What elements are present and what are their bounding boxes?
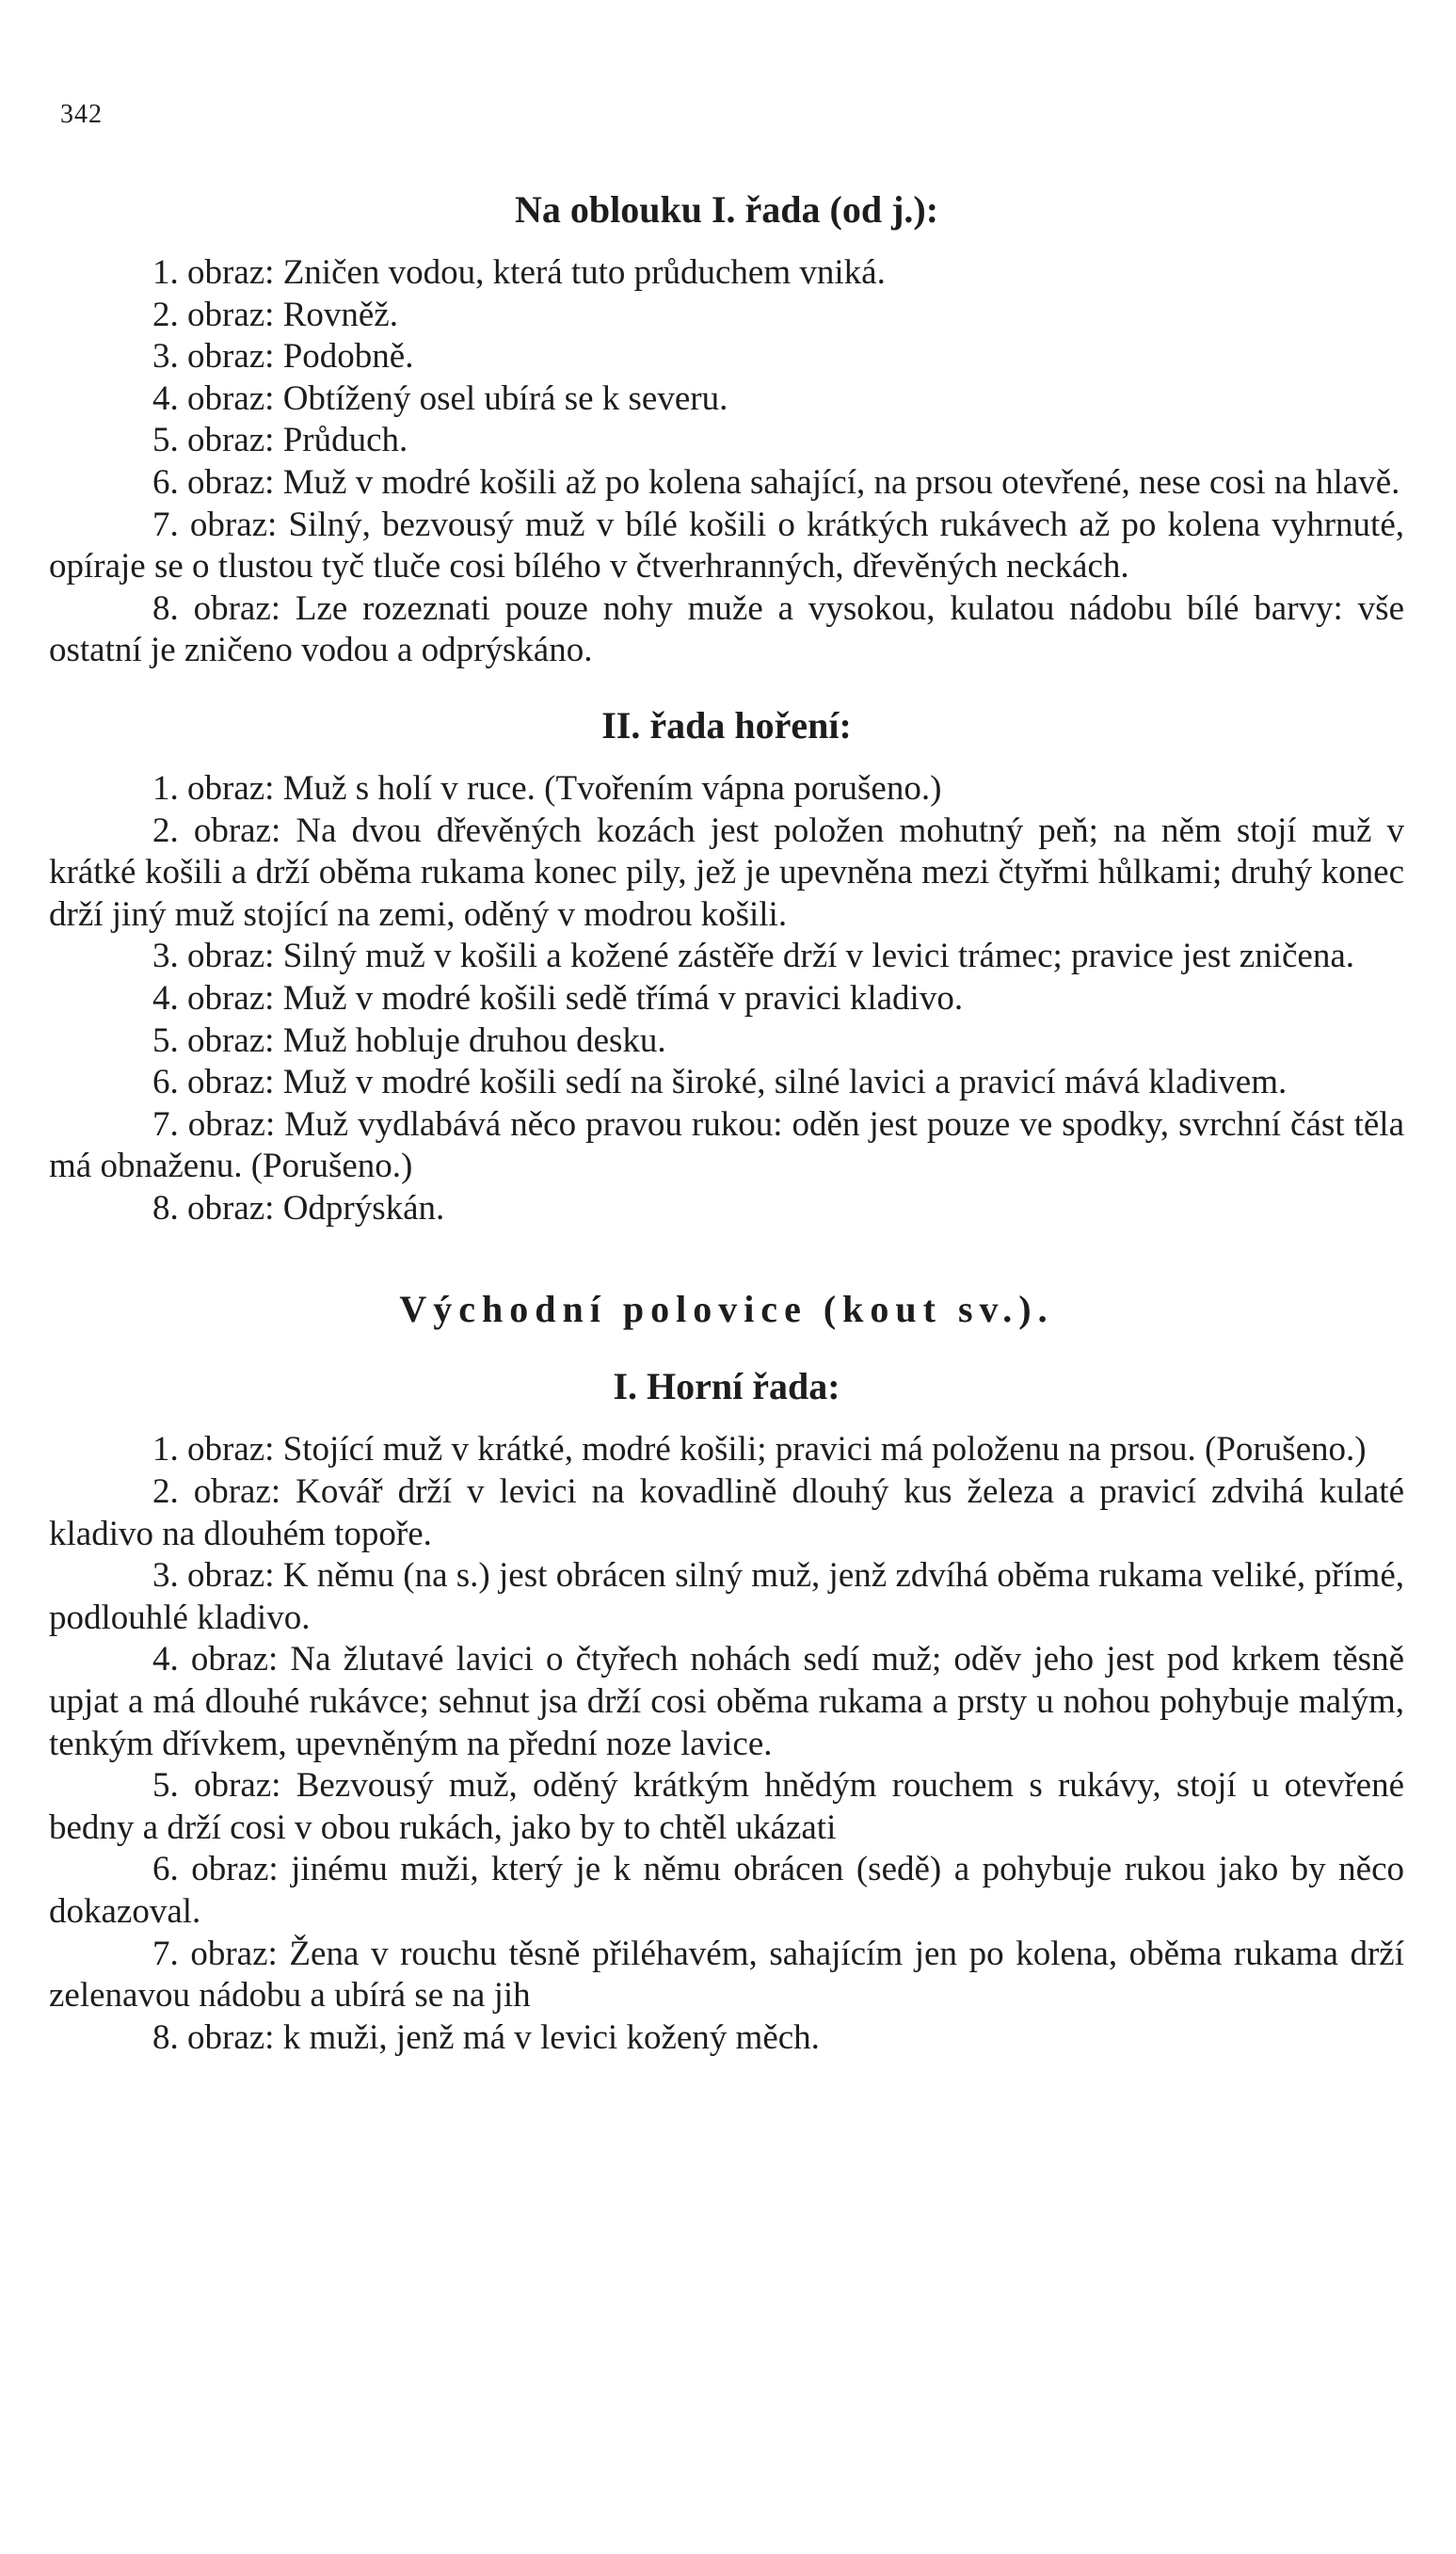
list-item: 8. obraz: k muži, jenž má v levici kožený měch. [152, 2017, 820, 2057]
list-item: 5. obraz: Bezvousý muž, oděný krátkým hnědým rouchem s rukávy, stojí u otevřené bedny a drží cosi v obou rukách, jako by to chtěl ukázati [49, 1766, 1404, 1847]
list-item: 7. obraz: Žena v rouchu těsně přiléhavém, sahajícím jen po kolena, oběma rukama drží zelenavou nádobu a ubírá se na jih [49, 1934, 1404, 2016]
section-heading-upper-row: I. Horní řada: [613, 1365, 840, 1408]
list-item: 8. obraz: Odprýskán. [152, 1188, 445, 1228]
list-item: 1. obraz: Zničen vodou, která tuto průduchem vniká. [152, 253, 886, 292]
list-item: 7. obraz: Muž vydlabává něco pravou rukou: oděn jest pouze ve spodky, svrchní část těla má obnaženu. (Porušeno.) [49, 1104, 1404, 1186]
list-item: 3. obraz: K němu (na s.) jest obrácen silný muž, jenž zdvíhá oběma rukama veliké, přímé, podlouhlé kladivo. [49, 1556, 1404, 1637]
list-item: 6. obraz: Muž v modré košili sedí na široké, silné lavici a pravicí mává kladivem. [152, 1063, 1288, 1102]
list-item: 3. obraz: Silný muž v košili a kožené zástěře drží v levici trámec; pravice jest zničena. [152, 937, 1355, 976]
list-item: 2. obraz: Rovněž. [152, 295, 398, 334]
list-item: 3. obraz: Podobně. [152, 337, 414, 377]
section-heading-row-2: II. řada hoření: [601, 703, 852, 747]
list-item: 7. obraz: Silný, bezvousý muž v bílé košili o krátkých rukávech až po kolena vyhrnuté, opíraje se o tlustou tyč tluče cosi bílého v čtverhranných, dřevěných neckách. [49, 505, 1404, 586]
list-item: 2. obraz: Na dvou dřevěných kozách jest položen mohutný peň; na něm stojí muž v krátké košili a drží oběma rukama konec pily, jež je upevněna mezi čtyřmi hůlkami; druhý konec drží jiný muž stojící na zemi, oděný v modrou košili. [49, 811, 1404, 934]
list-item: 8. obraz: Lze rozeznati pouze nohy muže a vysokou, kulatou nádobu bílé barvy: vše ostatní je zničeno vodou a odprýskáno. [49, 588, 1404, 670]
section-heading-arc-row-1: Na oblouku I. řada (od j.): [514, 188, 939, 231]
list-item: 4. obraz: Na žlutavé lavici o čtyřech nohách sedí muž; oděv jeho jest pod krkem těsně upjat a má dlouhé rukávce; sehnut jsa drží cosi oběma rukama a prsty u nohou pohybuje malým, tenkým dřívkem, upevněným na přední noze lavice. [49, 1640, 1404, 1763]
list-item: 5. obraz: Muž hobluje druhou desku. [152, 1020, 666, 1060]
section-heading-east-half: Východní polovice (kout sv.). [399, 1288, 1054, 1331]
list-item: 6. obraz: jinému muži, který je k němu obrácen (sedě) a pohybuje rukou jako by něco dokazoval. [49, 1850, 1404, 1931]
list-item: 2. obraz: Kovář drží v levici na kovadlině dlouhý kus železa a pravicí zdvihá kulaté kladivo na dlouhém topoře. [49, 1472, 1404, 1553]
list-item: 4. obraz: Obtížený osel ubírá se k severu. [152, 378, 728, 418]
document-body [49, 188, 1404, 2059]
list-item: 5. obraz: Průduch. [152, 421, 408, 460]
list-item: 4. obraz: Muž v modré košili sedě třímá v pravici kladivo. [152, 978, 964, 1018]
list-item: 1. obraz: Muž s holí v ruce. (Tvořením vápna porušeno.) [152, 768, 942, 808]
page-number: 342 [60, 100, 103, 129]
list-item: 1. obraz: Stojící muž v krátké, modré košili; pravici má položenu na prsou. (Porušeno.) [152, 1430, 1367, 1470]
list-item: 6. obraz: Muž v modré košili až po kolena sahající, na prsou otevřené, nese cosi na hlavě. [152, 462, 1400, 502]
